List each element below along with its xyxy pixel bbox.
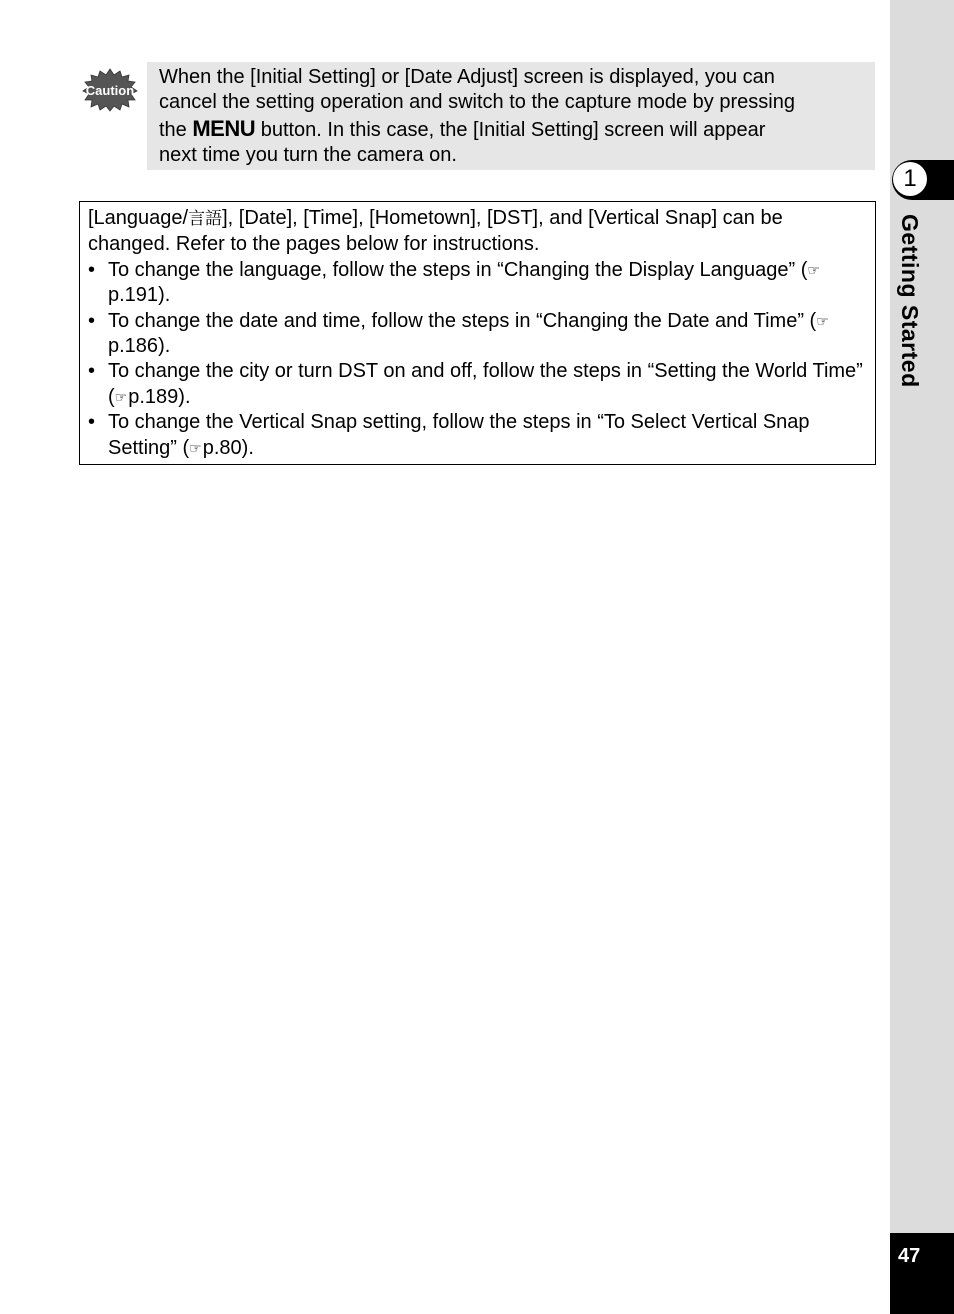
- list-item-end: ).: [241, 436, 254, 459]
- list-item: [88, 309, 865, 360]
- instruction-list: [88, 258, 865, 461]
- list-item-text: To change the city or turn DST on and off, follow the steps in “Setting the World Time” (: [108, 360, 863, 408]
- page-reference-icon: ☞: [807, 261, 820, 278]
- caution-text: button. In this case, the [Initial Setting] screen will appear: [255, 118, 766, 141]
- caution-icon: [82, 68, 138, 112]
- list-item-text: To change the date and time, follow the steps in “Changing the Date and Time” (: [108, 309, 817, 332]
- menu-button-label: MENU: [192, 115, 256, 141]
- bullet: •: [88, 360, 96, 383]
- bullet: •: [88, 309, 96, 332]
- caution-line: [159, 116, 867, 143]
- page-reference: p.189: [128, 385, 179, 408]
- chapter-number: 1: [893, 162, 927, 196]
- bullet: •: [88, 411, 96, 434]
- page-number: 47: [898, 1245, 921, 1267]
- settings-info-box: [79, 201, 876, 465]
- caution-note: [147, 62, 875, 170]
- page-reference: p.80: [202, 436, 242, 459]
- intro-text: ], [Date], [Time], [Hometown], [DST], and [Vertical Snap] can be changed. Refer to the pages below for instructions.: [88, 207, 783, 256]
- list-item: [88, 258, 865, 309]
- list-item-end: ).: [158, 335, 171, 358]
- list-item-end: ).: [178, 385, 191, 408]
- page-reference-icon: ☞: [816, 312, 829, 329]
- info-intro: [88, 206, 865, 258]
- list-item-text: To change the Vertical Snap setting, follow the steps in “To Select Vertical Snap Setting” (: [108, 411, 810, 459]
- language-glyph: 言語: [188, 209, 223, 229]
- list-item: [88, 410, 865, 461]
- bullet: •: [88, 258, 96, 281]
- caution-icon-label: Caution: [85, 83, 135, 98]
- page-reference: p.186: [108, 335, 159, 358]
- caution-text: the: [159, 118, 193, 141]
- page-reference-icon: ☞: [189, 439, 202, 456]
- caution-line: next time you turn the camera on.: [159, 144, 457, 167]
- caution-line: cancel the setting operation and switch to the capture mode by pressing: [159, 91, 795, 114]
- intro-text: [Language/: [88, 207, 189, 229]
- page-reference-icon: ☞: [114, 388, 128, 405]
- caution-line: When the [Initial Setting] or [Date Adjust] screen is displayed, you can: [159, 66, 775, 88]
- page-reference: p.191: [108, 284, 159, 307]
- list-item: [88, 359, 865, 410]
- list-item-end: ).: [158, 284, 171, 307]
- list-item-text: To change the language, follow the steps in “Changing the Display Language” (: [108, 258, 808, 281]
- chapter-title: Getting Started: [897, 214, 923, 388]
